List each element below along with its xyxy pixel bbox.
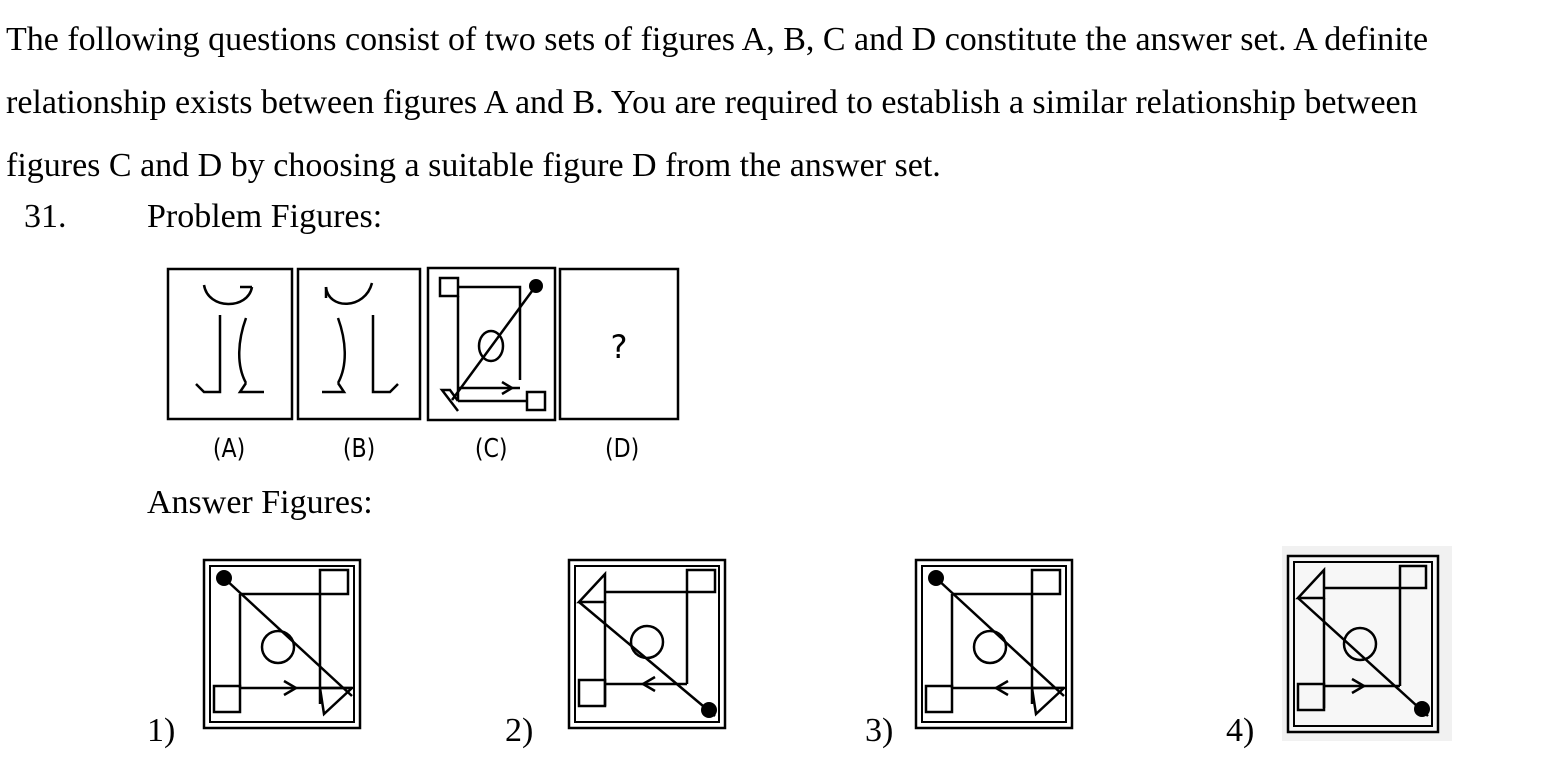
problem-figure-b bbox=[298, 269, 420, 419]
question-number: 31. bbox=[24, 198, 67, 235]
problem-label-d: (D) bbox=[605, 434, 640, 464]
problem-label-b: (B) bbox=[342, 434, 376, 464]
missing-figure-mark: ? bbox=[610, 328, 628, 366]
problem-figures-heading: Problem Figures: bbox=[147, 198, 383, 235]
problem-label-c: (C) bbox=[474, 434, 508, 464]
option-3-label: 3) bbox=[865, 712, 894, 749]
problem-figures-strip bbox=[160, 260, 690, 425]
answer-figure-3[interactable] bbox=[912, 556, 1076, 732]
problem-label-a: (A) bbox=[212, 434, 246, 464]
answer-figure-2[interactable] bbox=[565, 556, 729, 732]
option-2-label: 2) bbox=[505, 712, 534, 749]
option-4-label: 4) bbox=[1226, 712, 1255, 749]
answer-figures-heading: Answer Figures: bbox=[147, 484, 373, 521]
problem-figure-a bbox=[168, 269, 292, 419]
answer-figure-1[interactable] bbox=[200, 556, 364, 732]
instructions-text: The following questions consist of two sets of figures A, B, C and D constitute the answer set. A definite relationship exists between figures A and B. You are required to establish a similar relationship between figures C and D by choosing a suitable figure D from the answer set. bbox=[6, 21, 1429, 184]
option-1-label: 1) bbox=[147, 712, 176, 749]
answer-figure-4[interactable] bbox=[1282, 546, 1452, 741]
